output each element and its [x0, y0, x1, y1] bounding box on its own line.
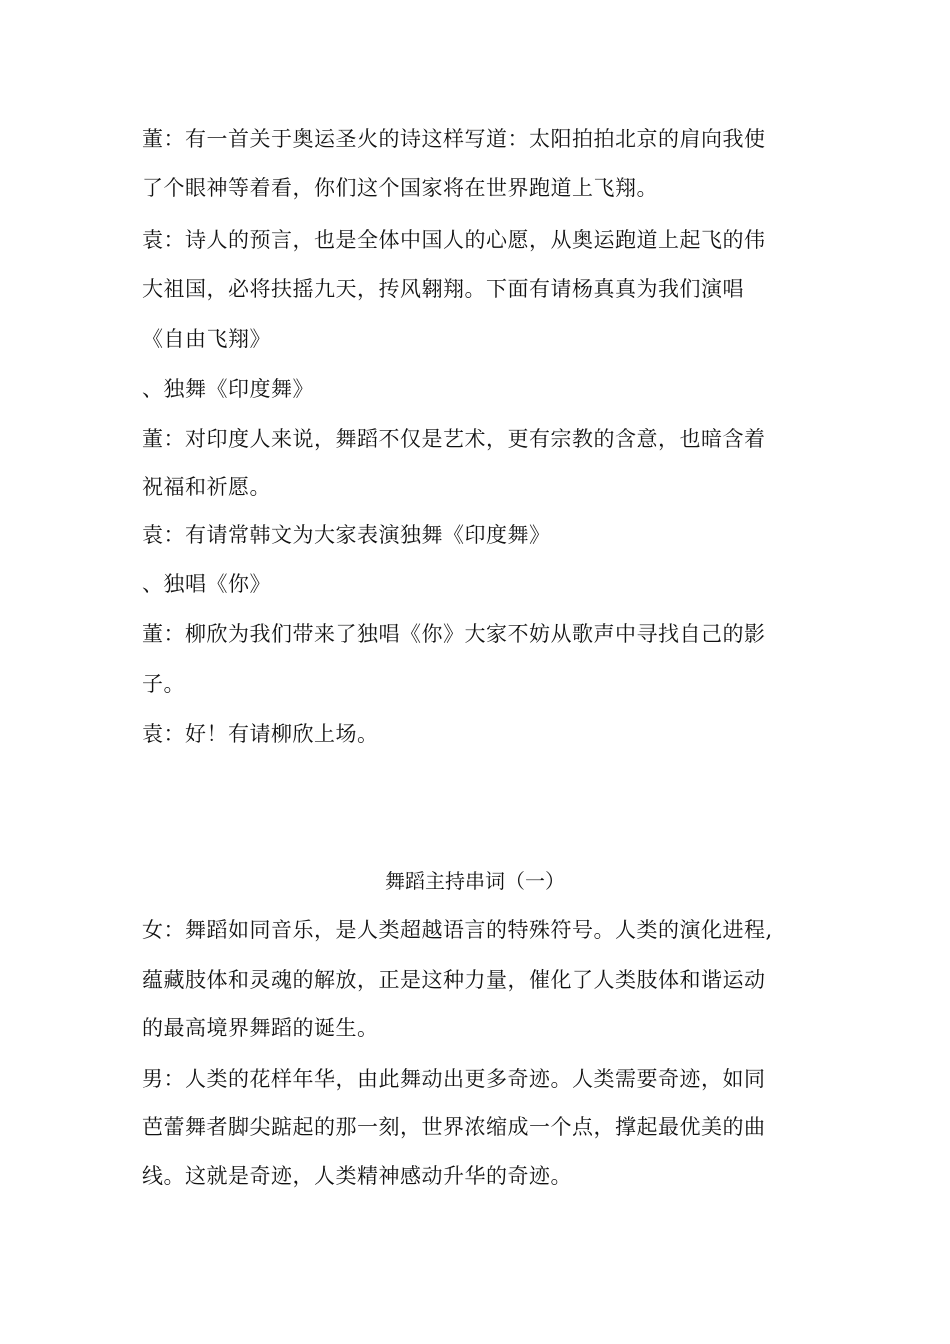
text-line: 女：舞蹈如同音乐，是人类超越语言的特殊符号。人类的演化进程,	[142, 918, 773, 942]
text-line: 董：有一首关于奥运圣火的诗这样写道：太阳拍拍北京的肩向我使	[142, 127, 766, 151]
text-line: 的最高境界舞蹈的诞生。	[142, 1016, 379, 1040]
text-line: 《自由飞翔》	[142, 327, 271, 351]
text-line: 子。	[142, 672, 185, 696]
text-line: 董：柳欣为我们带来了独唱《你》大家不妨从歌声中寻找自己的影	[142, 622, 766, 646]
text-line: 、独唱《你》	[142, 572, 271, 596]
text-line: 祝福和祈愿。	[142, 475, 271, 499]
text-line: 大祖国，必将扶摇九天，抟风翱翔。下面有请杨真真为我们演唱	[142, 277, 744, 301]
text-line: 、独舞《印度舞》	[142, 377, 314, 401]
text-line: 董：对印度人来说，舞蹈不仅是艺术，更有宗教的含意，也暗含着	[142, 427, 766, 451]
text-line: 蕴藏肢体和灵魂的解放，正是这种力量，催化了人类肢体和谐运动	[142, 968, 766, 992]
section-title: 舞蹈主持串词（一）	[385, 869, 565, 893]
text-line: 男：人类的花样年华，由此舞动出更多奇迹。人类需要奇迹，如同	[142, 1067, 766, 1091]
text-line: 芭蕾舞者脚尖踮起的那一刻，世界浓缩成一个点，撑起最优美的曲	[142, 1115, 766, 1139]
text-line: 袁：诗人的预言，也是全体中国人的心愿，从奥运跑道上起飞的伟	[142, 228, 766, 252]
text-line: 线。这就是奇迹，人类精神感动升华的奇迹。	[142, 1164, 572, 1188]
text-line: 了个眼神等着看，你们这个国家将在世界跑道上飞翔。	[142, 176, 658, 200]
text-line: 袁：好！有请柳欣上场。	[142, 722, 379, 746]
text-line: 袁：有请常韩文为大家表演独舞《印度舞》	[142, 523, 551, 547]
